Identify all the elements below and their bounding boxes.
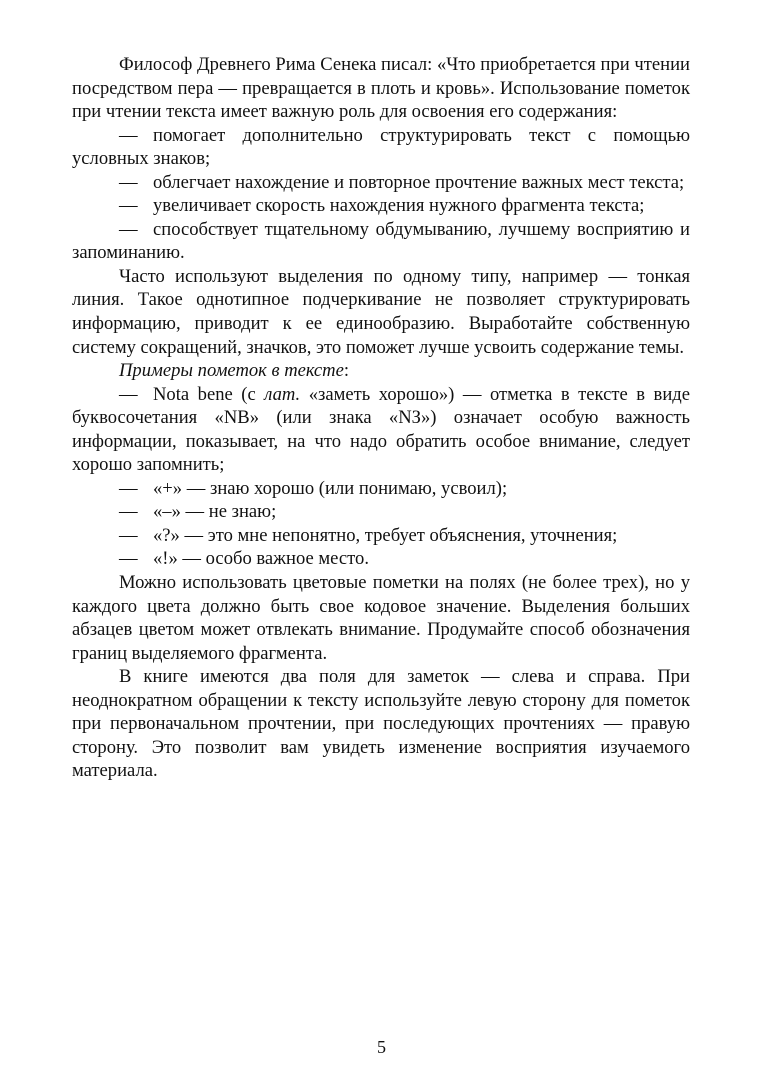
- mark-minus-text: «–» — не знаю;: [153, 501, 277, 523]
- list-dash: —: [119, 124, 138, 146]
- list-dash: —: [119, 501, 138, 523]
- list-dash: —: [119, 548, 138, 570]
- list-item-text: способствует тщательному обдумыванию, лучшему восприятию и запоминанию.: [72, 218, 690, 264]
- paragraph-single-type-marks: Часто используют выделения по одному типу, например — тонкая линия. Такое однотипное подчеркивание не позволяет структурировать информацию, приводит к ее единообразию. Выработайте собственную систему сокращений, значков, это поможет лучше усвоить содержание темы.: [72, 265, 690, 358]
- mark-plus-text: «+» — знаю хорошо (или понимаю, усвоил);: [153, 477, 508, 499]
- nota-bene-latin: лат.: [264, 383, 301, 405]
- list-item-text: помогает дополнительно структурировать текст с помощью условных знаков;: [72, 124, 690, 170]
- list-item: [72, 171, 690, 195]
- list-item: [72, 218, 690, 265]
- list-item-mark-question: [72, 524, 690, 548]
- list-dash: —: [119, 171, 138, 193]
- list-dash: —: [119, 195, 138, 217]
- paragraph-seneca-quote: Философ Древнего Рима Сенека писал: «Что приобретается при чтении посредством пера — превращается в плоть и кровь». Использование пометок при чтении текста имеет важную роль для освоения его содержания:: [72, 54, 690, 123]
- list-dash: —: [119, 524, 138, 546]
- list-item-nota-bene: [72, 383, 690, 477]
- list-item-text: облегчает нахождение и повторное прочтение важных мест текста;: [153, 171, 685, 193]
- list-dash: —: [119, 477, 138, 499]
- nota-bene-text-1: Nota bene (с: [153, 383, 265, 405]
- examples-heading-text: Примеры пометок в тексте: [119, 360, 344, 382]
- list-item-mark-minus: [72, 500, 690, 524]
- mark-question-text: «?» — это мне непонятно, требует объяснения, уточнения;: [153, 524, 618, 546]
- page-number: 5: [377, 1037, 386, 1057]
- mark-exclaim-text: «!» — особо важное место.: [153, 548, 369, 570]
- page-body: [72, 53, 690, 783]
- list-dash: —: [119, 383, 138, 405]
- nota-bene-text-2: «заметь хорошо») — отметка в тексте в виде буквосочетания «NB» (или знака «NЗ») означает особую важность информации, показывает, на что надо обратить особое внимание, следует хорошо запомнить;: [72, 383, 690, 476]
- paragraph-margins: В книге имеются два поля для заметок — слева и справа. При неоднократном обращении к тексту используйте левую сторону для пометок при первоначальном прочтении, при последующих прочтениях — правую сторону. Это позволит вам увидеть изменение восприятия изучаемого материала.: [72, 666, 690, 782]
- list-item-text: увеличивает скорость нахождения нужного фрагмента текста;: [153, 195, 645, 217]
- list-item-mark-exclaim: [72, 547, 690, 571]
- examples-heading-colon: :: [343, 360, 350, 382]
- list-item: [72, 124, 690, 171]
- list-dash: —: [119, 218, 138, 240]
- list-item: [72, 194, 690, 218]
- examples-heading: [72, 359, 690, 383]
- paragraph-color-marks: Можно использовать цветовые пометки на полях (не более трех), но у каждого цвета должно быть свое кодовое значение. Выделения больших абзацев цветом может отвлекать внимание. Продумайте способ обозначения границ выделяемого фрагмента.: [72, 572, 690, 664]
- list-item-mark-plus: [72, 477, 690, 501]
